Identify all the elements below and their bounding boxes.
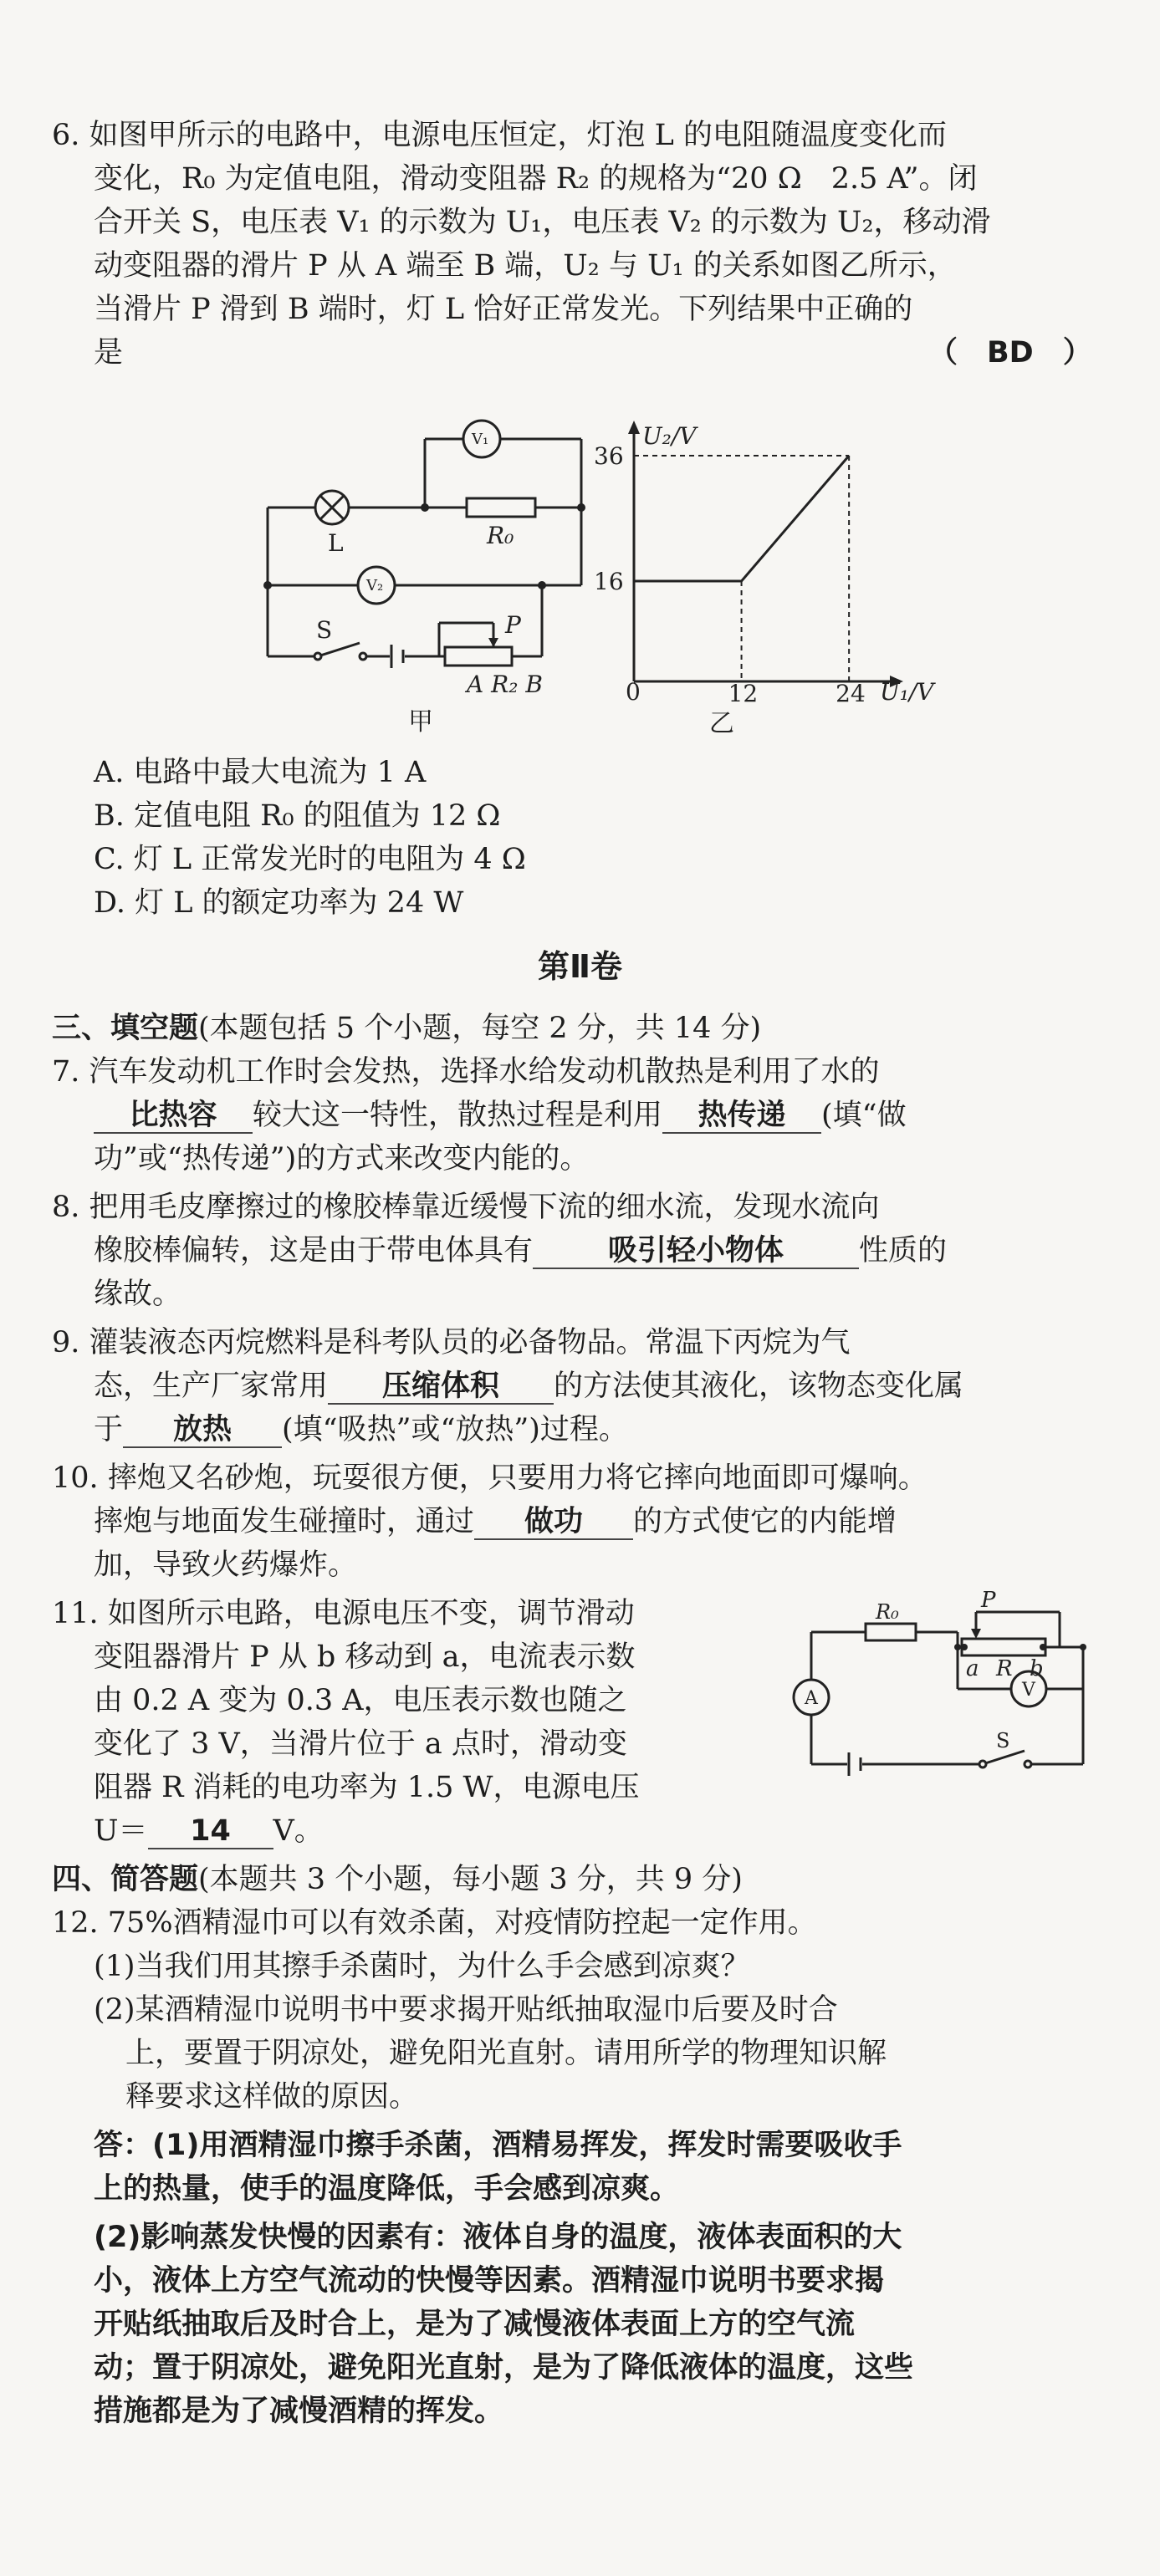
q11-text-6a: U＝	[94, 1814, 148, 1848]
q6-option-d: D. 灯 L 的额定功率为 24 W	[94, 886, 464, 920]
q11-switch-label: S	[996, 1729, 1010, 1752]
q6-answer: （ BD ）	[928, 336, 1092, 370]
q11-r0-label: R₀	[876, 1600, 899, 1624]
q10-text-2a: 摔炮与地面发生碰撞时，通过	[94, 1505, 475, 1538]
q9-text-3b: (填“吸热”或“放热”)过程。	[282, 1413, 628, 1446]
chart-xlabel: U₁/V	[880, 678, 934, 706]
section-2-title: 第Ⅱ卷	[537, 948, 623, 985]
q9-text-2a: 态，生产厂家常用	[94, 1370, 329, 1403]
q12-answer-line-7: 措施都是为了减慢酒精的挥发。	[94, 2395, 504, 2428]
chart-ytick-16: 16	[594, 568, 624, 595]
figure-jia-circuit	[251, 414, 602, 748]
jia-v1-label: V₁	[472, 431, 489, 448]
q12-answer-line-6: 动；置于阴凉处，避免阳光直射，是为了降低液体的温度，这些	[94, 2351, 914, 2385]
q12-answer-line-1: 答：(1)用酒精湿巾擦手杀菌，酒精易挥发，挥发时需要吸收手	[94, 2129, 902, 2162]
q6-option-c: C. 灯 L 正常发光时的电阻为 4 Ω	[94, 843, 526, 876]
q9-text-2b: 的方法使其液化，该物态变化属	[554, 1370, 964, 1403]
q10-text-2b: 的方式使它的内能增	[633, 1505, 897, 1538]
q12-sub-2-line-3: 释要求这样做的原因。	[125, 2080, 419, 2114]
q11-line-1: 11. 如图所示电路，电源电压不变，调节滑动	[52, 1597, 635, 1630]
q7-text-2b: (填“做	[821, 1099, 907, 1132]
q9-answer-2: 放热	[123, 1413, 282, 1448]
q8-line-1: 8. 把用毛皮摩擦过的橡胶棒靠近缓慢下流的细水流，发现水流向	[52, 1191, 880, 1224]
q8-answer-1: 吸引轻小物体	[533, 1234, 859, 1269]
q6-line-5: 当滑片 P 滑到 B 端时，灯 L 恰好正常发光。下列结果中正确的	[94, 293, 913, 326]
jia-lamp-label: L	[328, 529, 344, 557]
chart-ytick-36: 36	[594, 442, 624, 470]
yi-caption: 乙	[709, 709, 734, 738]
jia-slider-label: P	[505, 611, 521, 639]
q11-line-4: 变化了 3 V，当滑片位于 a 点时，滑动变	[94, 1727, 627, 1761]
q11-answer-1: 14	[148, 1814, 273, 1849]
section-3-title: 三、填空题	[52, 1012, 199, 1045]
q11-line-5: 阻器 R 消耗的电功率为 1.5 W，电源电压	[94, 1771, 640, 1804]
figure-q11-circuit	[782, 1589, 1100, 1806]
q6-line-2: 变化，R₀ 为定值电阻，滑动变阻器 R₂ 的规格为“20 Ω 2.5 A”。闭	[94, 162, 978, 196]
section-4-note: (本题共 3 个小题，每小题 3 分，共 9 分)	[198, 1863, 743, 1896]
q12-answer-line-4: 小，液体上方空气流动的快慢等因素。酒精湿巾说明书要求揭	[94, 2264, 885, 2298]
q6-line-6: 是	[94, 336, 124, 370]
q10-line-2	[94, 1503, 897, 1540]
q7-line-3: 功”或“热传递”)的方式来改变内能的。	[94, 1142, 590, 1176]
q9-line-3	[94, 1411, 628, 1448]
q6-line-4: 动变阻器的滑片 P 从 A 端至 B 端，U₂ 与 U₁ 的关系如图乙所示，	[94, 249, 957, 283]
q11-text-6b: V。	[273, 1814, 324, 1848]
section-4-header	[52, 1861, 743, 1898]
q12-line-1: 12. 75%酒精湿巾可以有效杀菌，对疫情防控起一定作用。	[52, 1906, 817, 1940]
q7-line-1: 7. 汽车发动机工作时会发热，选择水给发动机散热是利用了水的	[52, 1055, 880, 1089]
chart-y-arrow	[628, 421, 640, 434]
figure-yi-chart	[577, 414, 979, 748]
q11-r-label: R	[996, 1656, 1013, 1681]
q11-p-label: P	[981, 1589, 996, 1613]
chart-origin: 0	[626, 678, 641, 706]
q8-text-2b: 性质的	[859, 1234, 948, 1268]
q12-sub-1: (1)当我们用其擦手杀菌时，为什么手会感到凉爽？	[94, 1950, 750, 1983]
q9-line-1: 9. 灌装液态丙烷燃料是科考队员的必备物品。常温下丙烷为气	[52, 1326, 851, 1359]
q12-answer-line-2: 上的热量，使手的温度降低，手会感到凉爽。	[94, 2172, 680, 2206]
chart-series-line	[634, 456, 849, 581]
q11-voltmeter-label: V	[1022, 1680, 1035, 1701]
q10-line-3: 加，导致火药爆炸。	[94, 1548, 358, 1582]
chart-xtick-24: 24	[836, 680, 866, 707]
q11-b-label: b	[1030, 1656, 1044, 1681]
q9-text-3a: 于	[94, 1413, 124, 1446]
q8-text-2a: 橡胶棒偏转，这是由于带电体具有	[94, 1234, 534, 1268]
section-4-title: 四、简答题	[52, 1863, 199, 1896]
q9-line-2	[94, 1368, 963, 1405]
q11-ammeter-label: A	[805, 1688, 818, 1709]
jia-switch-label: S	[316, 616, 333, 644]
section-3-header	[52, 1010, 761, 1047]
q11-line-6	[94, 1813, 324, 1849]
q7-answer-1: 比热容	[94, 1099, 253, 1134]
jia-r0-label: R₀	[487, 522, 514, 549]
q11-a-label: a	[966, 1656, 979, 1681]
jia-v2-label: V₂	[366, 577, 384, 594]
q12-answer-line-3: (2)影响蒸发快慢的因素有：液体自身的温度，液体表面积的大	[94, 2221, 902, 2254]
q6-line-3: 合开关 S，电压表 V₁ 的示数为 U₁，电压表 V₂ 的示数为 U₂，移动滑	[94, 206, 991, 239]
q8-line-2	[94, 1232, 947, 1269]
q11-line-3: 由 0.2 A 变为 0.3 A，电压表示数也随之	[94, 1684, 627, 1717]
section-3-note: (本题包括 5 个小题，每空 2 分，共 14 分)	[198, 1012, 762, 1045]
q10-line-1: 10. 摔炮又名砂炮，玩耍很方便，只要用力将它摔向地面即可爆响。	[52, 1461, 927, 1495]
q6-option-b: B. 定值电阻 R₀ 的阻值为 12 Ω	[94, 799, 501, 833]
jia-rheostat-label: A R₂ B	[467, 671, 543, 698]
q7-line-2	[94, 1097, 907, 1134]
chart-ylabel: U₂/V	[642, 422, 697, 450]
chart-xtick-12: 12	[728, 680, 759, 707]
q12-sub-2-line-1: (2)某酒精湿巾说明书中要求揭开贴纸抽取湿巾后要及时合	[94, 1993, 838, 2027]
jia-caption: 甲	[408, 707, 433, 737]
q12-answer-line-5: 开贴纸抽取后及时合上，是为了减慢液体表面上方的空气流	[94, 2308, 856, 2341]
q12-sub-2-line-2: 上，要置于阴凉处，避免阳光直射。请用所学的物理知识解	[125, 2037, 887, 2070]
q6-option-a: A. 电路中最大电流为 1 A	[94, 756, 427, 789]
q7-answer-2: 热传递	[662, 1099, 821, 1134]
q6-line-1: 6. 如图甲所示的电路中，电源电压恒定，灯泡 L 的电阻随温度变化而	[52, 119, 948, 152]
q11-line-2: 变阻器滑片 P 从 b 移动到 a，电流表示数	[94, 1640, 636, 1674]
q8-line-3: 缘故。	[94, 1278, 182, 1311]
q7-text-2a: 较大这一特性，散热过程是利用	[253, 1099, 663, 1132]
q10-answer-1: 做功	[474, 1505, 633, 1540]
q9-answer-1: 压缩体积	[328, 1370, 554, 1405]
